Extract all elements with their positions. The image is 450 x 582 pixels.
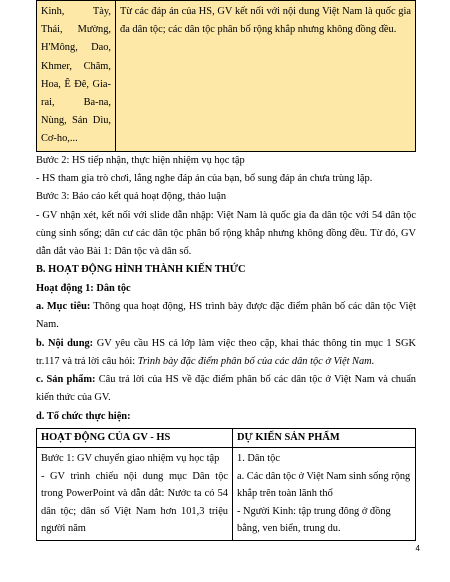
step-2: Bước 2: HS tiếp nhận, thực hiện nhiệm vụ học tập: [36, 154, 245, 166]
ethnic-line: Hoa, Ê Đê, Gia-: [41, 78, 111, 90]
product-point-a: a. Các dân tộc ở Việt Nam sinh sống rộng khắp trên toàn lãnh thổ: [237, 470, 411, 500]
product-text: Câu trả lời của HS về đặc điểm phân bố các dân tộc ở Việt Nam và chuẩn kiến thức của GV.: [36, 374, 416, 404]
ethnic-line: Thái, Mường,: [41, 24, 111, 36]
task-step-1: Bước 1: GV chuyển giao nhiệm vụ học tập: [41, 453, 220, 465]
organization-heading: d. Tổ chức thực hiện:: [36, 410, 131, 422]
ethnic-list-cell: [37, 1, 116, 152]
ethnic-line: H'Mông, Dao,: [41, 42, 111, 54]
gv-conclusion: - GV nhận xét, kết nối với slide dẫn nhập: Việt Nam là quốc gia đa dân tộc với 54 dân tộc cùng sinh sống; dân cư các dân tộc phân bố rộng khắp nhưng không đồng đều. Từ đó, GV dẫn dắt vào Bài 1: Dân tộc và dân số.: [36, 209, 416, 258]
product-point-kinh: - Người Kinh: tập trung đông ở đồng bằng, ven biển, trung du.: [237, 505, 391, 535]
header-gv-hs: HOẠT ĐỘNG CỦA GV - HS: [37, 429, 233, 448]
document-page: [36, 0, 416, 541]
gv-connection-cell: Từ các đáp án của HS, GV kết nối với nội dung Việt Nam là quốc gia đa dân tộc; các dân tộc phân bố rộng khắp nhưng không đồng đều.: [116, 1, 416, 152]
ethnic-line: rai, Ba-na,: [41, 97, 111, 109]
section-b-heading: B. HOẠT ĐỘNG HÌNH THÀNH KIẾN THỨC: [36, 264, 246, 276]
objective-text: Thông qua hoạt động, HS trình bày được đặc điểm phân bố các dân tộc Việt Nam.: [36, 301, 416, 331]
objective-paragraph: [36, 298, 416, 335]
content-question: Trình bày đặc điểm phân bố của các dân tộc ở Việt Nam.: [137, 355, 375, 367]
objective-label: a. Mục tiêu:: [36, 301, 91, 312]
activity-table: [36, 428, 416, 541]
ethnic-line: Nùng, Sán Dìu,: [41, 115, 111, 127]
ethnic-line: Khmer, Chăm,: [41, 60, 111, 72]
content-text: GV yêu cầu HS cả lớp làm việc theo cặp, khai thác thông tin mục 1 SGK tr.117 và trả lời câu hỏi:: [36, 337, 416, 367]
step-3: Bước 3: Báo cáo kết quả hoạt động, thảo luận: [36, 191, 227, 203]
gv-hs-cell: [37, 448, 233, 541]
expected-product-cell: [233, 448, 416, 541]
step-2-detail: - HS tham gia trò chơi, lắng nghe đáp án của bạn, bổ sung đáp án chưa trùng lặp.: [36, 172, 373, 184]
product-label: c. Sản phẩm:: [36, 374, 96, 386]
product-heading: 1. Dân tộc: [237, 453, 280, 465]
page-number: 4: [415, 544, 420, 553]
task-step-1-detail: - GV trình chiếu nội dung mục Dân tộc trong PowerPoint và dẫn dắt: Nước ta có 54 dân tộc; dân số Việt Nam hơn 101,3 triệu người năm: [41, 470, 228, 535]
content-paragraph: [36, 335, 416, 372]
activity-1-heading: Hoạt động 1: Dân tộc: [36, 282, 131, 294]
ethnic-line: Cơ-ho,...: [41, 133, 78, 145]
ethnic-line: Kinh, Tày,: [41, 6, 111, 17]
ethnic-groups-table: [36, 0, 416, 152]
product-paragraph: [36, 371, 416, 408]
content-label: b. Nội dung:: [36, 337, 94, 349]
header-expected-product: DỰ KIẾN SẢN PHẨM: [233, 429, 416, 448]
